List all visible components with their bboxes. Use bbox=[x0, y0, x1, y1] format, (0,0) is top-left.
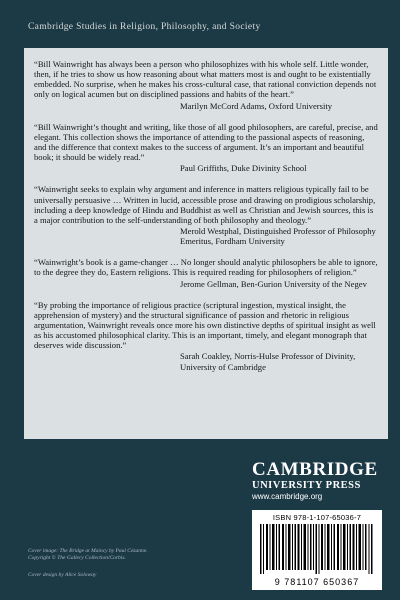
isbn-label: ISBN 978-1-107-65036-7 bbox=[272, 513, 362, 522]
series-title: Cambridge Studies in Religion, Philosophy, and Society bbox=[28, 22, 261, 32]
publisher-press: UNIVERSITY PRESS bbox=[252, 480, 361, 491]
blurb-quote: “Bill Wainwright has always been a person who philosophizes with his whole self. Little wonder, then, if he tries to show us how reasoning about what matters most is and ought to be existentially embedded. No surprise, when he makes his cross-cultural case, that rational conviction depends not only on logical acumen but on disciplined passions and habits of the heart.” bbox=[34, 59, 377, 100]
blurb-attribution: Merold Westphal, Distinguished Professor of Philosophy Emeritus, Fordham University bbox=[180, 225, 376, 247]
blurb-quote: “Wainwright’s book is a game-changer … No longer should analytic philosophers be able to ignore, to the degree they do, Eastern religions. This is required reading for philosophers of religion.” bbox=[34, 257, 378, 278]
blurb-attribution: Marilyn McCord Adams, Oxford University bbox=[180, 100, 333, 111]
blurb bbox=[34, 184, 378, 246]
blurb-quote: “Wainwright seeks to explain why argument and inference in matters religious typically fail to be universally persuasive … Written in lucid, accessible prose and drawing on prodigious scholarship, including a deep knowledge of Hindu and Buddhist as well as Christian and Jewish sources, this is a major contribution to the self-understanding of both philosophy and theology.” bbox=[34, 184, 376, 225]
publisher-name: CAMBRIDGE bbox=[252, 459, 378, 480]
cover-image-credit: Cover image: The Bridge at Maincy by Paul Cézanne. Copyright © The Gallery Collection/Corbis. bbox=[28, 548, 148, 561]
blurb-attribution: Paul Griffiths, Duke Divinity School bbox=[180, 163, 307, 174]
blurb bbox=[34, 59, 378, 111]
blurb-quote: “By probing the importance of religious practice (scriptural ingestion, mystical insight, the apprehension of mystery) and the structural significance of passion and rhetoric in religious argumentation, Wainwright reveals once more his own distinctive depths of spiritual insight as well as his accustomed philosophical clarity. This is an important, timely, and elegant monograph that deserves wide discussion.” bbox=[34, 299, 376, 351]
blurb bbox=[34, 122, 378, 174]
blurb bbox=[34, 257, 378, 288]
barcode bbox=[252, 510, 382, 590]
blurb-panel bbox=[24, 48, 388, 439]
blurb-quote: “Bill Wainwright’s thought and writing, like those of all good philosophers, are careful, precise, and elegant. This collection shows the importance of attending to the passional aspects of reasoning, and the difference that context makes to the success of argument. It’s an important and beautiful book; it should be widely read.” bbox=[34, 121, 378, 163]
blurb-attribution: Sarah Coakley, Norris-Hulse Professor of Divinity, University of Cambridge bbox=[180, 351, 356, 372]
blurb bbox=[34, 300, 378, 372]
cover-design-credit: Cover design by Alice Soloway bbox=[28, 572, 97, 578]
publisher-url: www.cambridge.org bbox=[252, 492, 323, 501]
publisher-logo bbox=[252, 460, 397, 501]
barcode-bars-icon bbox=[260, 524, 374, 574]
barcode-digits: 9 781107 650367 bbox=[274, 577, 360, 587]
blurb-attribution: Jerome Gellman, Ben-Gurion University of the Negev bbox=[180, 278, 367, 289]
